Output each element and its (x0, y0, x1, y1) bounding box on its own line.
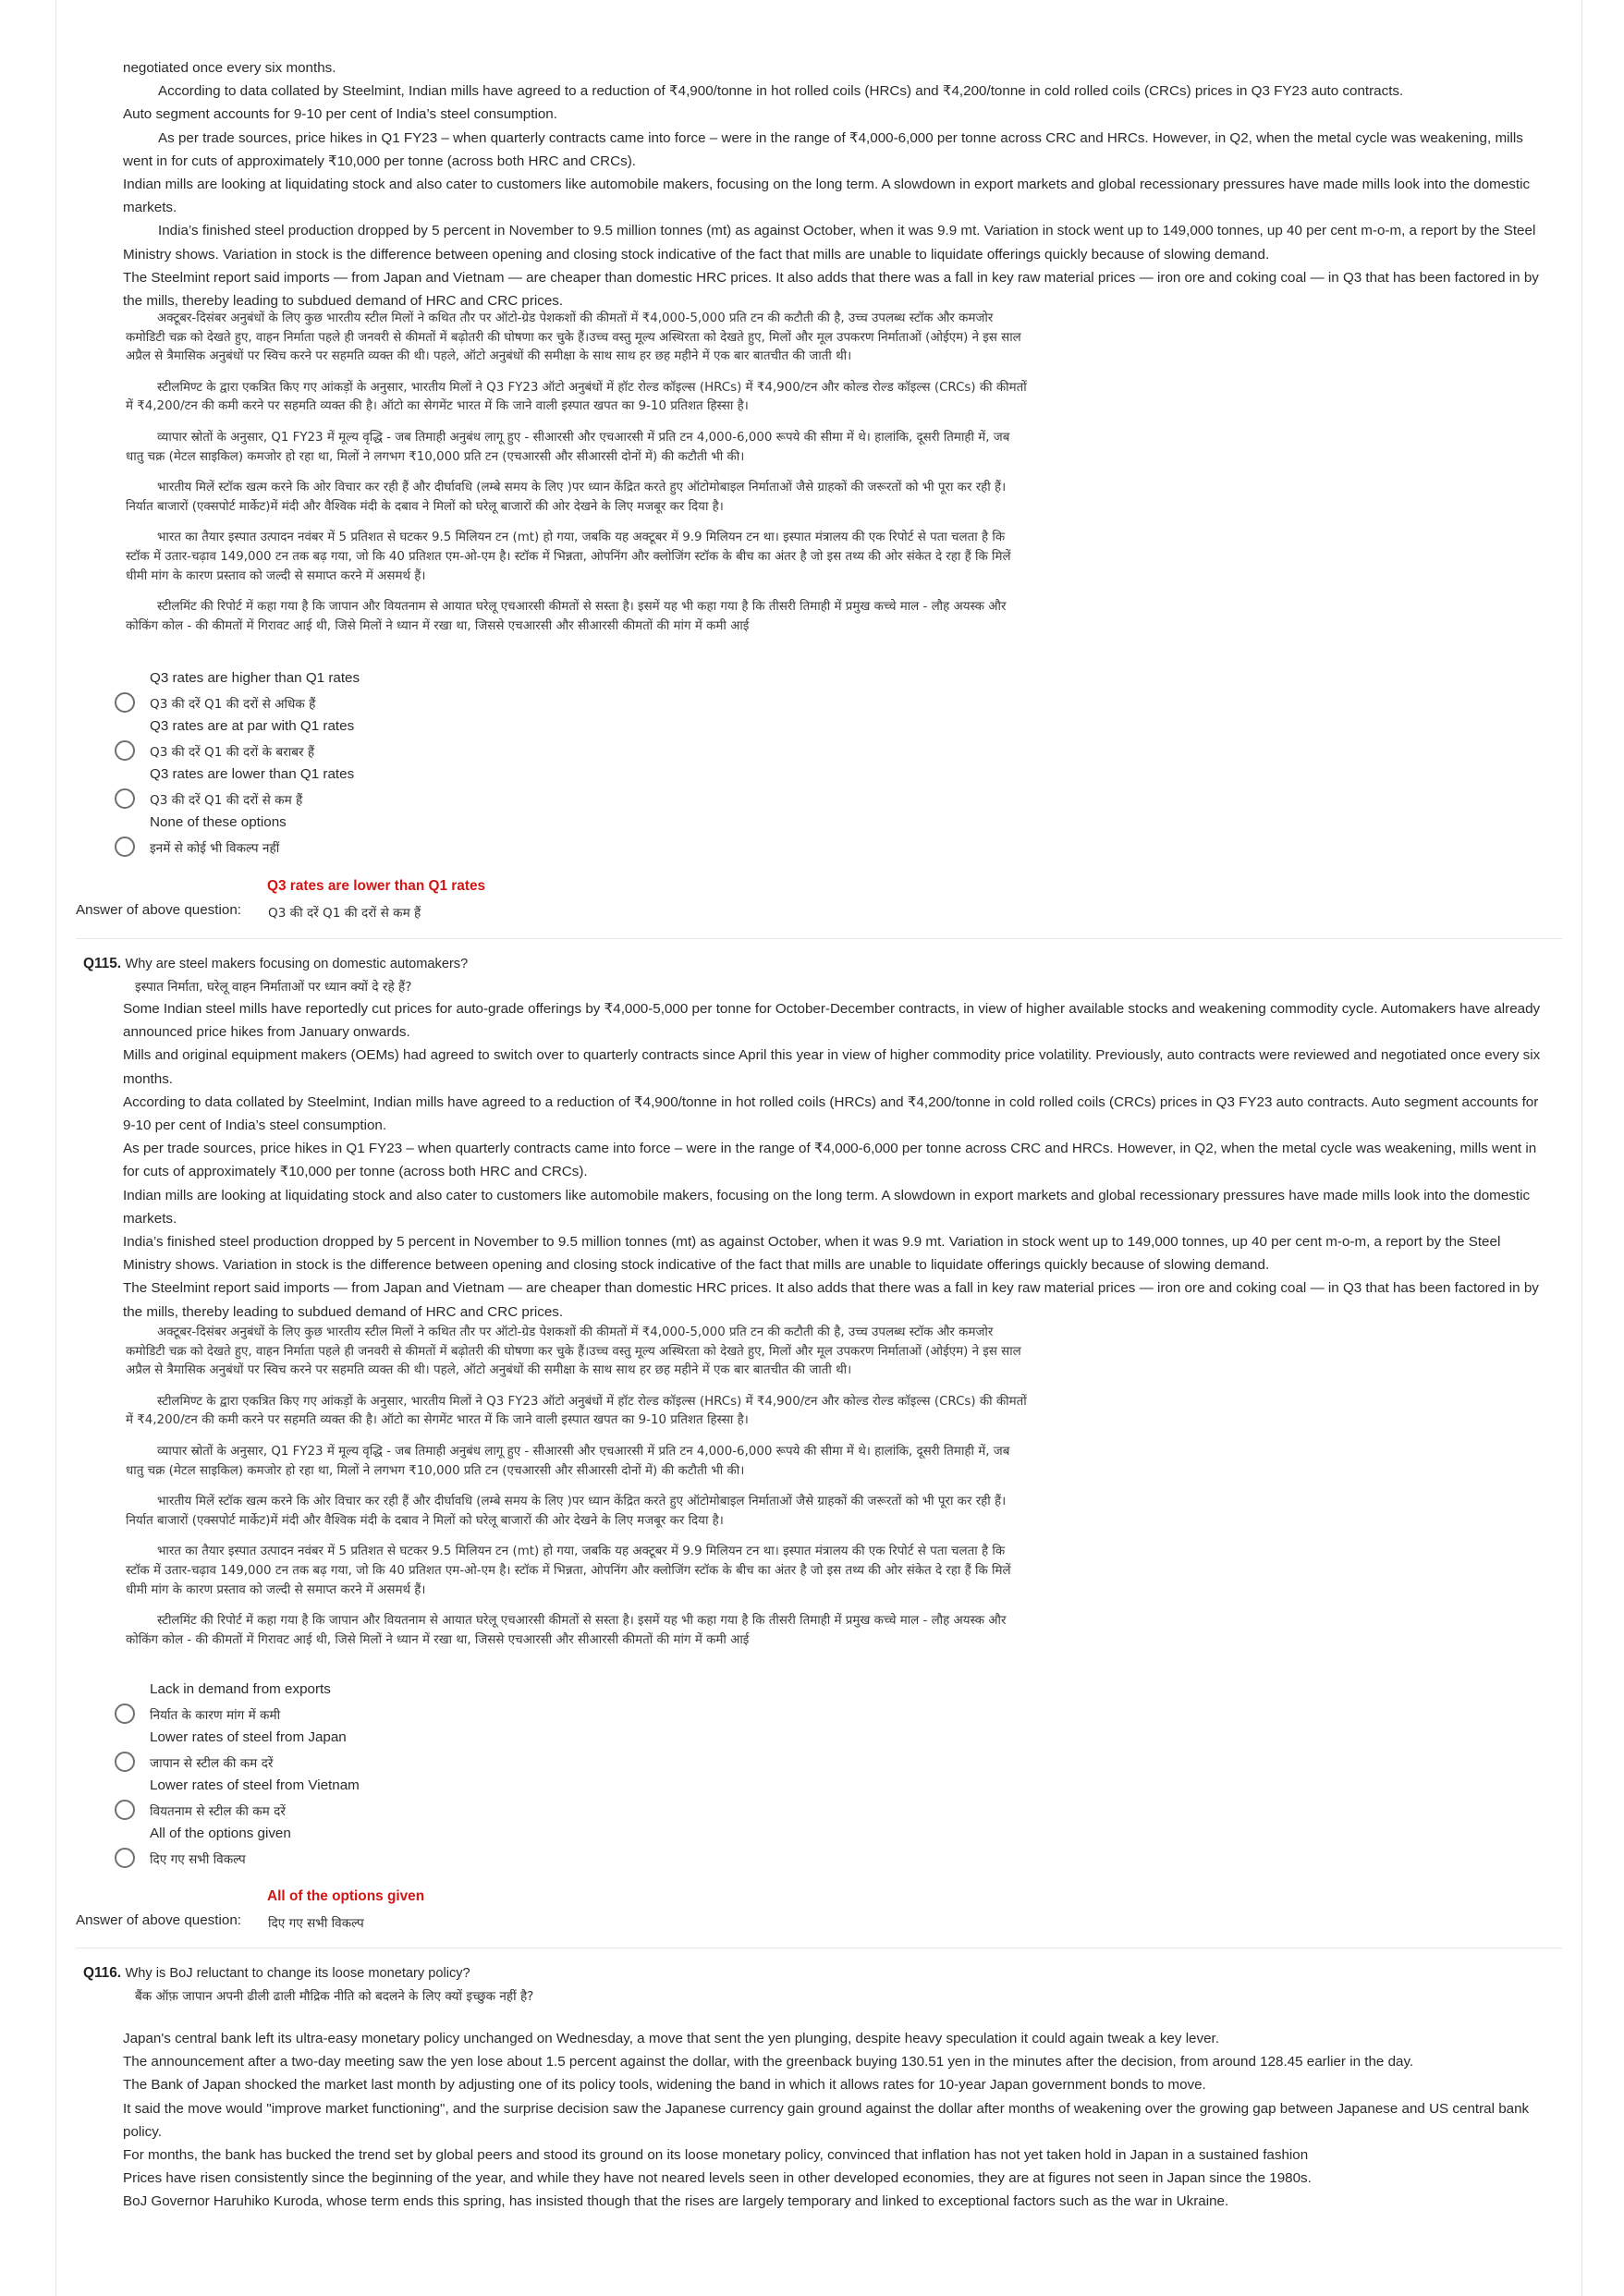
q114-option-4-hi: इनमें से कोई भी विकल्प नहीं (150, 840, 280, 856)
q114-option-3-en: Q3 rates are lower than Q1 rates (150, 766, 355, 782)
q114-para-4: As per trade sources, price hikes in Q1 FY23 – when quarterly contracts came into force – were in the range of ₹4,000-6,000 per tonne across CRC and HRCs. However, in Q2, when the metal cycle was weakening, mills went in for cuts of approximately ₹10,000 per tonne (across both HRC and CRCs). (123, 129, 1523, 169)
q115-option-3-hi: वियतनाम से स्टील की कम दरें (150, 1803, 286, 1819)
q115-correct-answer: All of the options given (267, 1888, 425, 1904)
q116-para-1: Japan's central bank left its ultra-easy monetary policy unchanged on Wednesday, a move that sent the yen plunging, despite heavy speculation it could again tweak a key lever. (123, 2031, 1219, 2046)
q114-option-1-en: Q3 rates are higher than Q1 rates (150, 670, 360, 686)
radio-button[interactable] (115, 788, 135, 809)
q114-para-3: Auto segment accounts for 9-10 per cent of India’s steel consumption. (123, 106, 557, 123)
q115-option-1-hi: निर्यात के कारण मांग में कमी (150, 1707, 281, 1723)
q115-option-4-en: All of the options given (150, 1826, 291, 1841)
q114-option-3[interactable] (115, 786, 354, 812)
q114-para-7: The Steelmint report said imports — from Japan and Vietnam — are cheaper than domestic HRC prices. It also adds that there was a fall in key raw material prices — iron ore and coking coal — in Q3 that has been factored in by the mills, thereby leading to subdued demand of HRC and CRC prices. (123, 269, 1539, 310)
q114-option-2[interactable] (115, 738, 354, 763)
q115-option-4-hi: दिए गए सभी विकल्प (150, 1851, 246, 1867)
q115-question-en: Why are steel makers focusing on domestic automakers? (125, 957, 469, 971)
q114-hi-para-1: अक्टूबर-दिसंबर अनुबंधों के लिए कुछ भारतीय स्टील मिलों ने कथित तौर पर ऑटो-ग्रेड पेशकशों की कीमतों में ₹4,000-5,000 प्रति टन की कटौती की है, उच्च उपलब्ध स्टॉक और कमजोर कमोडिटी चक्र को देखते हुए, वाहन निर्माता पहले ही जनवरी से कीमतों में बढ़ोतरी की घोषणा कर चुके हैं।उच्च वस्तु मूल्य अस्थिरता को देखते हुए, मिलों और मूल उपकरण निर्माताओं (ओईएम) ने इस साल अप्रैल से त्रैमासिक अनुबंधों पर स्विच करने पर सहमति व्यक्त की थी। पहले, ऑटो अनुबंधों की समीक्षा के साथ साथ हर छह महीने में एक बार बातचीत की जाती थी। (126, 311, 1021, 364)
q115-para-1: Some Indian steel mills have reportedly cut prices for auto-grade offerings by ₹4,000-5,000 per tonne for October-December contracts, in view of higher available stocks and weakening commodity cycle. Automakers have already announced price hikes from January onwards. (123, 1001, 1541, 1041)
q115-option-3-en: Lower rates of steel from Vietnam (150, 1777, 360, 1793)
q115-question (83, 956, 1525, 972)
q114-hi-para-6: स्टीलमिंट की रिपोर्ट में कहा गया है कि जापान और वियतनाम से आयात घरेलू एचआरसी कीमतों से सस्ता है। इसमें यह भी कहा गया है कि तीसरी तिमाही में प्रमुख कच्चे माल - लौह अयस्क और कोकिंग कोल - की कीमतों में गिरावट आई थी, जिसे मिलों ने ध्यान में रखा था, जिससे एचआरसी और सीआरसी कीमतों की मांग में कमी आई (126, 600, 1007, 633)
q114-para-1: negotiated once every six months. (123, 60, 336, 76)
q114-hi-para-4: भारतीय मिलें स्टॉक खत्म करने कि ओर विचार कर रही हैं और दीर्घावधि (लम्बे समय के लिए )पर ध्यान केंद्रित करते हुए ऑटोमोबाइल निर्माताओं जैसे ग्राहकों की जरूरतों को भी पूरा कर रही हैं। निर्यात बाजारों (एक्सपोर्ट मार्केट)में मंदी और वैश्विक मंदी के दबाव ने मिलों को घरेलू बाजारों की ओर देखने के लिए मजबूर कर दिया है। (126, 481, 1007, 514)
q116-para-7: BoJ Governor Haruhiko Kuroda, whose term ends this spring, has insisted though that the rises are largely temporary and linked to exceptional factors such as the war in Ukraine. (123, 2193, 1229, 2210)
q116-question (83, 1965, 1525, 1982)
q115-passage-en (123, 997, 1546, 1324)
q115-answer-label: Answer of above question: (76, 1912, 241, 1928)
q115-hi-para-4: भारतीय मिलें स्टॉक खत्म करने कि ओर विचार कर रही हैं और दीर्घावधि (लम्बे समय के लिए )पर ध्यान केंद्रित करते हुए ऑटोमोबाइल निर्माताओं जैसे ग्राहकों की जरूरतों को भी पूरा कर रही हैं। निर्यात बाजारों (एक्सपोर्ट मार्केट)में मंदी और वैश्विक मंदी के दबाव ने मिलों को घरेलू बाजारों की ओर देखने के लिए मजबूर कर दिया है। (126, 1495, 1007, 1528)
radio-button[interactable] (115, 740, 135, 761)
q115-para-2: Mills and original equipment makers (OEMs) had agreed to switch over to quarterly contracts since April this year in view of higher commodity price volatility. Previously, auto contracts were reviewed and negotiated once every six months. (123, 1047, 1541, 1087)
q114-passage-en (123, 56, 1546, 312)
q114-option-1-hi: Q3 की दरें Q1 की दरों से अधिक हैं (150, 696, 316, 712)
q115-hi-para-3: व्यापार स्रोतों के अनुसार, Q1 FY23 में मूल्य वृद्धि - जब तिमाही अनुबंध लागू हुए - सीआरसी और एचआरसी में प्रति टन 4,000-6,000 रूपये की सीमा में थे। हालांकि, दूसरी तिमाही में, जब धातु चक्र (मेटल साइकिल) कमजोर हो रहा था, मिलों ने लगभग ₹10,000 प्रति टन (एचआरसी और सीआरसी दोनों में) की कटौती भी की। (126, 1444, 1010, 1478)
q114-option-1[interactable] (115, 690, 360, 715)
q115-para-4: As per trade sources, price hikes in Q1 FY23 – when quarterly contracts came into force – were in the range of ₹4,000-6,000 per tonne across CRC and HRCs. However, in Q2, when the metal cycle was weakening, mills went in for cuts of approximately ₹10,000 per tonne (across both HRC and CRCs). (123, 1141, 1537, 1180)
q116-para-3: The Bank of Japan shocked the market last month by adjusting one of its policy tools, widening the band in which it allows rates for 10-year Japan government bonds to move. (123, 2077, 1206, 2094)
radio-button[interactable] (115, 1752, 135, 1772)
divider (76, 938, 1562, 939)
radio-button[interactable] (115, 1800, 135, 1820)
q115-option-2-en: Lower rates of steel from Japan (150, 1729, 347, 1745)
radio-button[interactable] (115, 692, 135, 713)
q115-para-5: Indian mills are looking at liquidating stock and also cater to customers like automobile makers, focusing on the long term. A slowdown in export markets and global recessionary pressures have made mills look into the domestic markets. (123, 1187, 1531, 1227)
q116-number: Q116. (83, 1965, 122, 1981)
q115-option-2-hi: जापान से स्टील की कम दरें (150, 1755, 274, 1771)
q115-option-3[interactable] (115, 1797, 360, 1823)
q114-hi-para-2: स्टीलमिण्ट के द्वारा एकत्रित किए गए आंकड़ों के अनुसार, भारतीय मिलों ने Q3 FY23 ऑटो अनुबंधों में हॉट रोल्ड कॉइल्स (HRCs) में ₹4,900/टन और कोल्ड रोल्ड कॉइल्स (CRCs) की कीमतों में ₹4,200/टन की कमी करने पर सहमति व्यक्त की है। ऑटो का सेगमेंट भारत में कि जाने वाली इस्पात खपत का 9-10 प्रतिशत हिस्सा है। (126, 380, 1027, 414)
q114-hi-para-3: व्यापार स्रोतों के अनुसार, Q1 FY23 में मूल्य वृद्धि - जब तिमाही अनुबंध लागू हुए - सीआरसी और एचआरसी में प्रति टन 4,000-6,000 रूपये की सीमा में थे। हालांकि, दूसरी तिमाही में, जब धातु चक्र (मेटल साइकिल) कमजोर हो रहा था, मिलों ने लगभग ₹10,000 प्रति टन (एचआरसी और सीआरसी दोनों में) की कटौती भी की। (126, 430, 1010, 464)
q115-option-4[interactable] (115, 1845, 291, 1871)
q114-para-5: Indian mills are looking at liquidating stock and also cater to customers like automobile makers, focusing on the long term. A slowdown in export markets and global recessionary pressures have made mills look into the domestic markets. (123, 177, 1531, 216)
q115-hi-para-6: स्टीलमिंट की रिपोर्ट में कहा गया है कि जापान और वियतनाम से आयात घरेलू एचआरसी कीमतों से सस्ता है। इसमें यह भी कहा गया है कि तीसरी तिमाही में प्रमुख कच्चे माल - लौह अयस्क और कोकिंग कोल - की कीमतों में गिरावट आई थी, जिसे मिलों ने ध्यान में रखा था, जिससे एचआरसी और सीआरसी कीमतों की मांग में कमी आई (126, 1614, 1007, 1647)
q116-para-6: Prices have risen consistently since the beginning of the year, and while they have not neared levels seen in other developed economies, they are at figures not seen in Japan since the 1980s. (123, 2170, 1312, 2187)
q116-para-5: For months, the bank has bucked the trend set by global peers and stood its ground on its loose monetary policy, convinced that inflation has not yet taken hold in Japan in a sustained fashion (123, 2147, 1309, 2164)
q116-para-2: The announcement after a two-day meeting saw the yen lose about 1.5 percent against the dollar, with the greenback buying 130.51 yen in the minutes after the decision, from around 128.45 earlier in the day. (123, 2054, 1414, 2070)
q114-option-4[interactable] (115, 834, 287, 860)
q116-passage-en (123, 2027, 1546, 2214)
q114-correct-answer: Q3 rates are lower than Q1 rates (267, 878, 486, 894)
q114-answer-hi: Q3 की दरें Q1 की दरों से कम हैं (268, 906, 421, 921)
q115-answer-hi: दिए गए सभी विकल्प (268, 1916, 364, 1931)
radio-button[interactable] (115, 1704, 135, 1724)
q114-para-2: According to data collated by Steelmint, Indian mills have agreed to a reduction of ₹4,900/tonne in hot rolled coils (HRCs) and ₹4,200/tonne in cold rolled coils (CRCs) prices in Q3 FY23 auto contracts. (158, 83, 1404, 100)
radio-button[interactable] (115, 1848, 135, 1868)
q116-para-4: It said the move would "improve market functioning", and the surprise decision saw the Japanese currency gain ground against the dollar after months of weakening over the growing gap between Japanese and US central bank policy. (123, 2100, 1530, 2140)
q114-option-3-hi: Q3 की दरें Q1 की दरों से कम हैं (150, 792, 303, 808)
q115-para-3: According to data collated by Steelmint, Indian mills have agreed to a reduction of ₹4,900/tonne in hot rolled coils (HRCs) and ₹4,200/tonne in cold rolled coils (CRCs) prices in Q3 FY23 auto contracts. Auto segment accounts for 9-10 per cent of India’s steel consumption. (123, 1093, 1539, 1134)
q114-option-4-en: None of these options (150, 814, 287, 830)
q115-para-7: The Steelmint report said imports — from Japan and Vietnam — are cheaper than domestic HRC prices. It also adds that there was a fall in key raw material prices — iron ore and coking coal — in Q3 that has been factored in by the mills, thereby leading to subdued demand of HRC and CRC prices. (123, 1280, 1539, 1320)
q114-hi-para-5: भारत का तैयार इस्पात उत्पादन नवंबर में 5 प्रतिशत से घटकर 9.5 मिलियन टन (mt) हो गया, जबकि यह अक्टूबर में 9.9 मिलियन टन था। इस्पात मंत्रालय की एक रिपोर्ट से पता चलता है कि स्टॉक में उतार-चढ़ाव 149,000 टन तक बढ़ गया, जो कि 40 प्रतिशत एम-ओ-एम है। स्टॉक में भिन्नता, ओपनिंग और क्लोजिंग स्टॉक के बीच का अंतर है जो इस तथ्य की ओर संकेत दे रहा हैं कि मिलें धीमी मांग के कारण प्रस्ताव को जल्दी से समाप्त करने में असमर्थ हैं। (126, 531, 1011, 583)
q114-option-2-en: Q3 rates are at par with Q1 rates (150, 718, 355, 734)
q114-passage-hi (126, 310, 1027, 636)
q115-hi-para-5: भारत का तैयार इस्पात उत्पादन नवंबर में 5 प्रतिशत से घटकर 9.5 मिलियन टन (mt) हो गया, जबकि यह अक्टूबर में 9.9 मिलियन टन था। इस्पात मंत्रालय की एक रिपोर्ट से पता चलता है कि स्टॉक में उतार-चढ़ाव 149,000 टन तक बढ़ गया, जो कि 40 प्रतिशत एम-ओ-एम है। स्टॉक में भिन्नता, ओपनिंग और क्लोजिंग स्टॉक के बीच का अंतर है जो इस तथ्य की ओर संकेत दे रहा हैं कि मिलें धीमी मांग के कारण प्रस्ताव को जल्दी से समाप्त करने में असमर्थ हैं। (126, 1545, 1011, 1597)
q115-option-1-en: Lack in demand from exports (150, 1681, 331, 1697)
q114-para-6: India’s finished steel production dropped by 5 percent in November to 9.5 million tonnes (mt) as against October, when it was 9.9 mt. Variation in stock went up to 149,000 tonnes, up 40 per cent m-o-m, a report by the Steel Ministry shows. Variation in stock is the difference between opening and closing stock indicative of the fact that mills are unable to liquidate offerings quickly because of slowing demand. (123, 223, 1536, 263)
q115-hi-para-2: स्टीलमिण्ट के द्वारा एकत्रित किए गए आंकड़ों के अनुसार, भारतीय मिलों ने Q3 FY23 ऑटो अनुबंधों में हॉट रोल्ड कॉइल्स (HRCs) में ₹4,900/टन और कोल्ड रोल्ड कॉइल्स (CRCs) की कीमतों में ₹4,200/टन की कमी करने पर सहमति व्यक्त की है। ऑटो का सेगमेंट भारत में कि जाने वाली इस्पात खपत का 9-10 प्रतिशत हिस्सा है। (126, 1394, 1027, 1428)
q115-question-hi: इस्पात निर्माता, घरेलू वाहन निर्माताओं पर ध्यान क्यों दे रहे हैं? (135, 980, 412, 995)
q115-para-6: India’s finished steel production dropped by 5 percent in November to 9.5 million tonnes (mt) as against October, when it was 9.9 mt. Variation in stock went up to 149,000 tonnes, up 40 per cent m-o-m, a report by the Steel Ministry shows. Variation in stock is the difference between opening and closing stock indicative of the fact that mills are unable to liquidate offerings quickly because of slowing demand. (123, 1234, 1501, 1274)
q115-number: Q115. (83, 956, 122, 971)
q114-option-2-hi: Q3 की दरें Q1 की दरों के बराबर हैं (150, 744, 315, 760)
q116-question-en: Why is BoJ reluctant to change its loose monetary policy? (125, 1966, 470, 1981)
q115-passage-hi (126, 1324, 1027, 1650)
q115-option-1[interactable] (115, 1701, 331, 1727)
q114-answer-label: Answer of above question: (76, 902, 241, 918)
radio-button[interactable] (115, 837, 135, 857)
q115-hi-para-1: अक्टूबर-दिसंबर अनुबंधों के लिए कुछ भारतीय स्टील मिलों ने कथित तौर पर ऑटो-ग्रेड पेशकशों की कीमतों में ₹4,000-5,000 प्रति टन की कटौती की है, उच्च उपलब्ध स्टॉक और कमजोर कमोडिटी चक्र को देखते हुए, वाहन निर्माता पहले ही जनवरी से कीमतों में बढ़ोतरी की घोषणा कर चुके हैं।उच्च वस्तु मूल्य अस्थिरता को देखते हुए, मिलों और मूल उपकरण निर्माताओं (ओईएम) ने इस साल अप्रैल से त्रैमासिक अनुबंधों पर स्विच करने पर सहमति व्यक्त की थी। पहले, ऑटो अनुबंधों की समीक्षा के साथ साथ हर छह महीने में एक बार बातचीत की जाती थी। (126, 1325, 1021, 1378)
q116-question-hi: बैंक ऑफ़ जापान अपनी ढीली ढाली मौद्रिक नीति को बदलने के लिए क्यों इच्छुक नहीं है? (135, 1989, 534, 2004)
q115-option-2[interactable] (115, 1749, 347, 1775)
